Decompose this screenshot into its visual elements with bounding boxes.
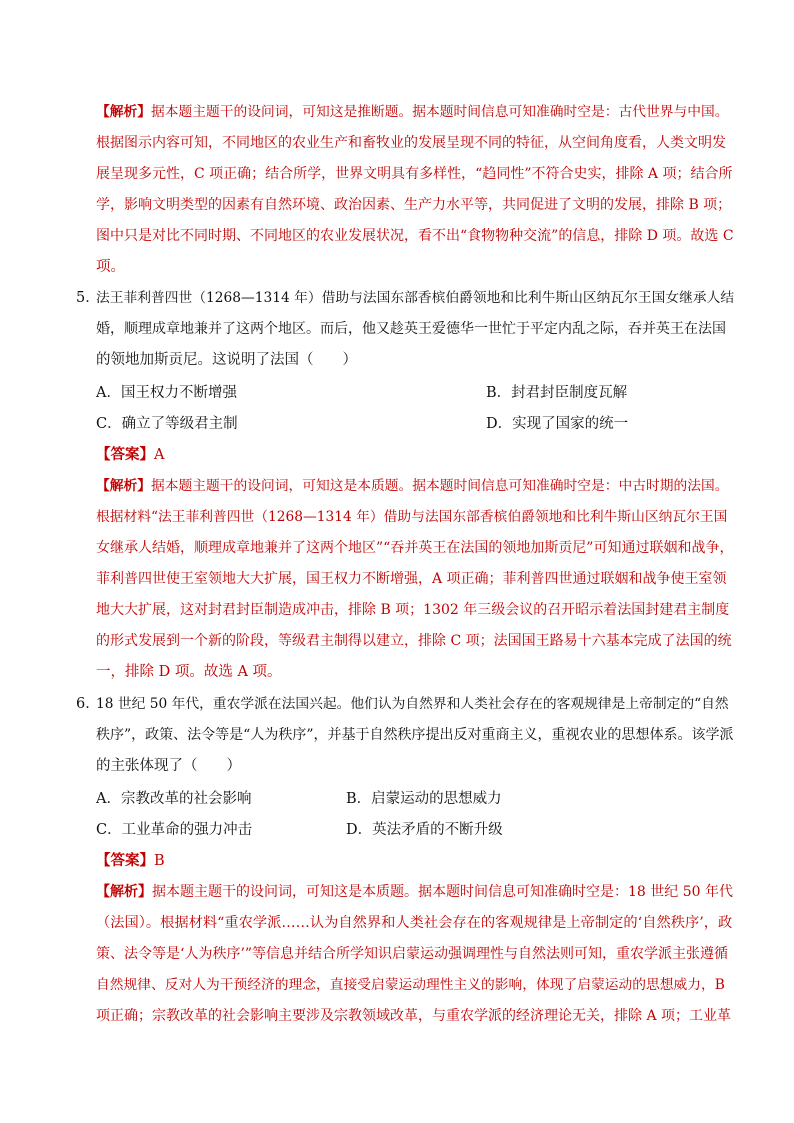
answer-tag: 【答案】 bbox=[96, 446, 154, 463]
q5-stem-line: 的领地加斯贡尼。这说明了法国（ ） bbox=[96, 352, 357, 368]
q6-stem-line: 18 世纪 50 年代，重农学派在法国兴起。他们认为自然界和人类社会存在的客观规律是上帝制定的“自然 bbox=[96, 696, 729, 712]
q5-option-b: B．封君封臣制度瓦解 bbox=[486, 385, 628, 401]
answer-tag: 【答案】 bbox=[96, 852, 154, 869]
q4-analysis-line: 展呈现多元性，C 项正确；结合所学，世界文明具有多样性，“趋同性”不符合史实，排除 A 项；结合所 bbox=[96, 166, 733, 182]
q5-option-a: A．国王权力不断增强 bbox=[96, 385, 237, 401]
answer-value: B bbox=[154, 853, 165, 869]
q5-analysis-line: 的形式发展到一个新的阶段，等级君主制得以建立，排除 C 项；法国国王路易十六基本完成了法国的统 bbox=[96, 633, 732, 649]
q5-answer bbox=[96, 445, 164, 465]
q5-analysis-line: 地大大扩展，这对封君封臣制造成冲击，排除 B 项；1302 年三级会议的召开昭示着法国封建君主制度 bbox=[96, 602, 730, 618]
q6-stem-line: 的主张体现了（ ） bbox=[96, 758, 241, 774]
q5-analysis-line: 菲利普四世使王室领地大大扩展，国王权力不断增强，A 项正确；菲利普四世通过联姻和战争使王室领 bbox=[96, 571, 727, 587]
q6-analysis-line: 项正确；宗教改革的社会影响主要涉及宗教领域改革，与重农学派的经济理论无关，排除 A 项；工业革 bbox=[96, 1008, 732, 1024]
q5-analysis-line: 女继承人结婚，顺理成章地兼并了这两个地区”“吞并英王在法国的领地加斯贡尼”可知通过联姻和战争， bbox=[96, 540, 734, 556]
q6-option-d: D．英法矛盾的不断升级 bbox=[346, 822, 503, 838]
q6-option-c: C．工业革命的强力冲击 bbox=[96, 822, 253, 838]
q6-stem-line: 秩序”，政策、法令等是“人为秩序”，并基于自然秩序提出反对重商主义，重视农业的思想体系。该学派 bbox=[96, 727, 734, 743]
q5-analysis-line: 一，排除 D 项。故选 A 项。 bbox=[96, 664, 282, 680]
q6-option-b: B．启蒙运动的思想威力 bbox=[346, 791, 502, 807]
q5-stem-line: 婚，顺理成章地兼并了这两个地区。而后，他又趁英王爱德华一世忙于平定内乱之际，吞并英王在法国 bbox=[96, 321, 726, 337]
question-number: 5． bbox=[76, 290, 100, 306]
q6-answer bbox=[96, 851, 165, 871]
q5-option-d: D．实现了国家的统一 bbox=[486, 416, 629, 432]
q5-analysis-line: 根据材料“法王菲利普四世（1268—1314 年）借助与法国东部香槟伯爵领地和比利牛斯山区纳瓦尔王国 bbox=[96, 509, 728, 525]
q6-analysis-line: 策、法令等是‘人为秩序’”等信息并结合所学知识启蒙运动强调理性与自然法则可知，重农学派主张遵循 bbox=[96, 946, 729, 962]
answer-value: A bbox=[154, 447, 165, 463]
analysis-tag: 【解析】 bbox=[96, 884, 152, 900]
analysis-tag: 【解析】 bbox=[96, 104, 152, 120]
q5-option-c: C．确立了等级君主制 bbox=[96, 416, 238, 432]
q4-analysis-line: 【解析】据本题主题干的设问词，可知这是推断题。据本题时间信息可知准确时空是：古代世界与中国。 bbox=[96, 104, 729, 120]
q6-analysis-line: （法国）。根据材料“重农学派……认为自然界和人类社会存在的客观规律是上帝制定的‘自然秩序’，政 bbox=[96, 915, 733, 931]
q4-analysis-line: 项。 bbox=[96, 259, 125, 275]
q5-analysis-line: 【解析】据本题主题干的设问词，可知这是本质题。据本题时间信息可知准确时空是：中古时期的法国。 bbox=[96, 478, 729, 494]
q6-option-a: A．宗教改革的社会影响 bbox=[96, 791, 252, 807]
q4-analysis-line: 根据图示内容可知，不同地区的农业生产和畜牧业的发展呈现不同的特征，从空间角度看，人类文明发 bbox=[96, 135, 726, 151]
question-number: 6． bbox=[76, 696, 100, 712]
analysis-tag: 【解析】 bbox=[96, 478, 152, 494]
q4-analysis-line: 学，影响文明类型的因素有自然环境、政治因素、生产力水平等，共同促进了文明的发展，排除 B 项； bbox=[96, 197, 732, 213]
q6-analysis-line: 自然规律、反对人为干预经济的理念，直接受启蒙运动理性主义的影响，体现了启蒙运动的思想威力，B bbox=[96, 977, 725, 993]
q4-analysis-line: 图中只是对比不同时期、不同地区的农业发展状况，看不出“食物物种交流”的信息，排除 D 项。故选 C bbox=[96, 228, 734, 244]
q5-stem-line: 法王菲利普四世（1268—1314 年）借助与法国东部香槟伯爵领地和比利牛斯山区纳瓦尔王国女继承人结 bbox=[96, 290, 735, 306]
q6-analysis-line: 【解析】据本题主题干的设问词，可知这是本质题。据本题时间信息可知准确时空是：18 世纪 50 年代 bbox=[96, 884, 733, 900]
